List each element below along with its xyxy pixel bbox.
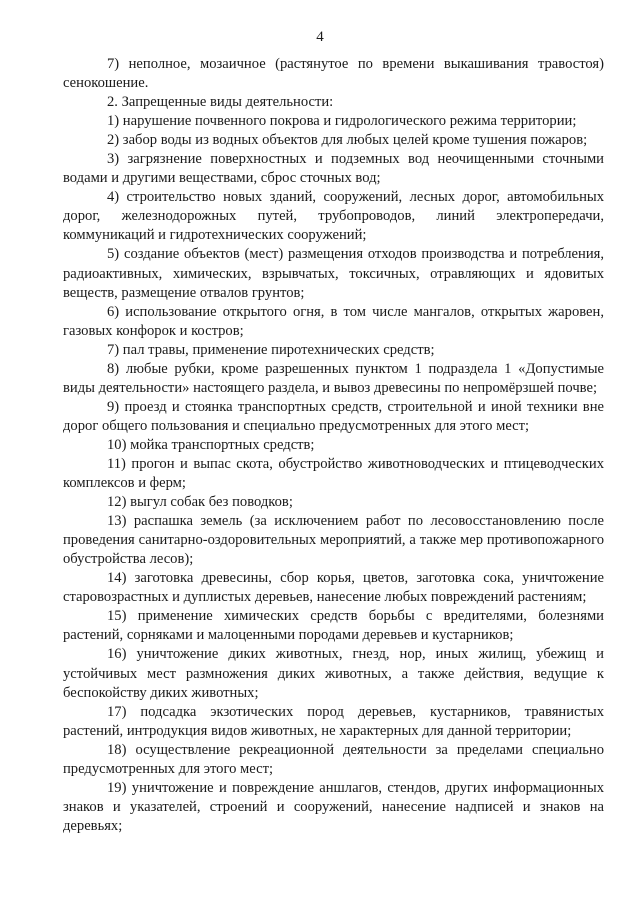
list-item-14: 14) заготовка древесины, сбор корья, цветов, заготовка сока, уничтожение старовозрастных и дуплистых деревьев, нанесение любых повреждений растениям; (63, 570, 604, 606)
list-item-12: 12) выгул собак без поводков; (107, 494, 293, 511)
list-item-1: 1) нарушение почвенного покрова и гидрологического режима территории; (107, 113, 577, 130)
list-item-3: 3) загрязнение поверхностных и подземных вод неочищенными сточными водами и другими веществами, сброс сточных вод; (63, 151, 604, 187)
list-item-9: 9) проезд и стоянка транспортных средств, строительной и иной техники вне дорог общего пользования и специально предусмотренных для этого мест; (63, 398, 604, 434)
list-item-6: 6) использование открытого огня, в том числе мангалов, открытых жаровен, газовых конфорок и костров; (63, 303, 604, 339)
list-item-4: 4) строительство новых зданий, сооружений, лесных дорог, автомобильных дорог, железнодорожных путей, трубопроводов, линий электропередачи, коммуникаций и гидротехнических сооружений; (63, 189, 604, 244)
list-item-17: 17) подсадка экзотических пород деревьев, кустарников, травянистых растений, интродукция видов животных, не характерных для данной территории; (63, 703, 604, 739)
list-item-15: 15) применение химических средств борьбы с вредителями, болезнями растений, сорняками и малоценными породами деревьев и кустарников; (63, 608, 604, 644)
list-item-18: 18) осуществление рекреационной деятельности за пределами специально предусмотренных для этого мест; (63, 741, 604, 777)
list-item-13: 13) распашка земель (за исключением работ по лесовосстановлению после проведения санитарно-оздоровительных мероприятий, а также мер противопожарного обустройства лесов); (63, 513, 604, 568)
list-item-16: 16) уничтожение диких животных, гнезд, нор, иных жилищ, убежищ и устойчивых мест размножения диких животных, а также действия, ведущие к беспокойству диких животных; (63, 646, 604, 701)
paragraph-item-7-haymaking: 7) неполное, мозаичное (растянутое по времени выкашивания травостоя) сенокошение. (63, 56, 604, 92)
list-item-5: 5) создание объектов (мест) размещения отходов производства и потребления, радиоактивных, химических, взрывчатых, токсичных, отравляющих и ядовитых веществ, размещение отвалов грунтов; (63, 246, 604, 301)
list-item-11: 11) прогон и выпас скота, обустройство животноводческих и птицеводческих комплексов и ферм; (63, 455, 604, 492)
section-heading-prohibited-activities: 2. Запрещенные виды деятельности: (107, 94, 334, 111)
list-item-7: 7) пал травы, применение пиротехнических средств; (107, 341, 435, 358)
list-item-2: 2) забор воды из водных объектов для любых целей кроме тушения пожаров; (107, 132, 588, 149)
list-item-10: 10) мойка транспортных средств; (107, 436, 315, 453)
list-item-19: 19) уничтожение и повреждение аншлагов, стендов, других информационных знаков и указателей, строений и сооружений, нанесение надписей и знаков на деревьях; (63, 779, 604, 834)
list-item-8: 8) любые рубки, кроме разрешенных пунктом 1 подраздела 1 «Допустимые виды деятельности» настоящего раздела, и вывоз древесины по непромёрзшей почве; (63, 360, 604, 396)
page-number: 4 (316, 29, 324, 45)
document-body (63, 55, 604, 836)
